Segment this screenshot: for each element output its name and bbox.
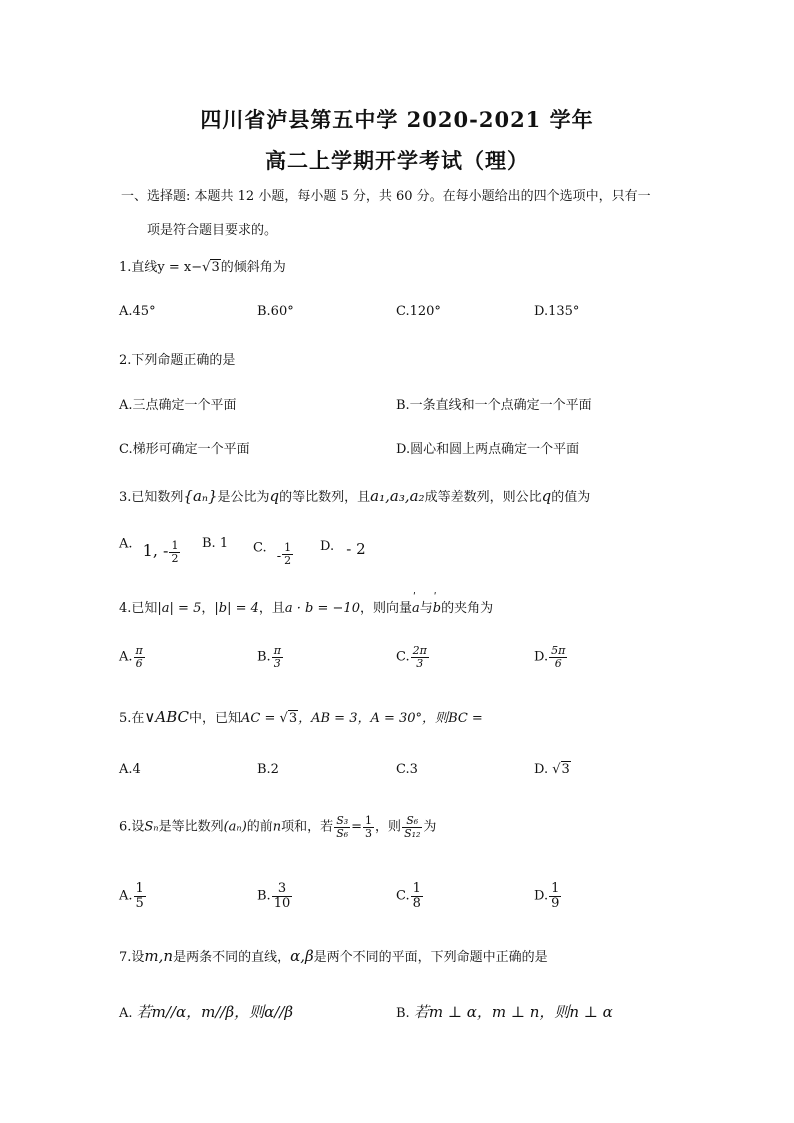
q3-option-a[interactable] bbox=[119, 532, 181, 565]
q4-b-magnitude: |b| = 4 bbox=[214, 601, 259, 616]
q3-option-c-label: C. bbox=[253, 540, 267, 556]
question-2-stem: 2.下列命题正确的是 bbox=[119, 353, 236, 368]
q4-b-den: 3 bbox=[273, 656, 281, 670]
q6-a-fraction bbox=[134, 882, 146, 910]
q3-option-a-value: 1, - bbox=[142, 540, 169, 560]
q4-b-fraction bbox=[272, 645, 283, 669]
q5-ac-radicand: 3 bbox=[288, 711, 298, 726]
q6-text-2: 的前 bbox=[246, 819, 273, 835]
q5-option-a[interactable]: A.4 bbox=[119, 762, 141, 777]
q3-text-2: 的等比数列，且 bbox=[279, 490, 371, 505]
q5-text-1: 中，已知 bbox=[189, 711, 242, 726]
q6-c-label: C. bbox=[396, 888, 410, 904]
q6-a-num: 1 bbox=[135, 881, 144, 896]
q3-option-d[interactable] bbox=[320, 536, 366, 558]
title-line-1: 四川省泸县第五中学 2020-2021 学年 bbox=[200, 107, 594, 132]
q6-b-num: 3 bbox=[272, 882, 293, 897]
q6-fraction-2 bbox=[363, 815, 374, 839]
q7-suffix: 是两个不同的平面，下列命题中正确的是 bbox=[313, 950, 548, 965]
q3-option-d-label: D. bbox=[320, 539, 335, 554]
q1-radicand: 3 bbox=[211, 260, 220, 275]
q7-text-1: 是两条不同的直线， bbox=[173, 950, 291, 965]
q6-n: n bbox=[272, 819, 282, 835]
q4-d-num: 5π bbox=[551, 644, 566, 657]
q6-d-num: 1 bbox=[551, 881, 560, 896]
q7-b-text: 若m ⊥ α，m ⊥ n，则n ⊥ α bbox=[413, 1003, 613, 1021]
q4-a-num: π bbox=[135, 644, 143, 657]
q6-fraction-3 bbox=[402, 815, 422, 839]
q2-option-d[interactable]: D.圆心和圆上两点确定一个平面 bbox=[396, 442, 580, 457]
q4-d-fraction bbox=[549, 645, 567, 669]
section-instructions bbox=[121, 180, 681, 248]
q7-a-text: 若m//α，m//β，则α//β bbox=[136, 1003, 294, 1021]
q3-ratio-symbol: q bbox=[269, 487, 280, 505]
q7-planes: α,β bbox=[290, 947, 314, 965]
q4-a-den: 6 bbox=[135, 656, 143, 670]
q3-text-1: 是公比为 bbox=[217, 490, 270, 505]
q6-sn: Sₙ bbox=[144, 819, 159, 835]
q6-equals: = bbox=[351, 819, 363, 835]
q4-option-a[interactable] bbox=[119, 645, 146, 669]
q3-option-a-label: A. bbox=[119, 536, 133, 552]
q4-separator: ， bbox=[201, 601, 215, 616]
q6-f1-den: S₆ bbox=[336, 826, 349, 840]
q3-text-3: 成等差数列，则公比 bbox=[424, 490, 542, 505]
q5-option-b[interactable]: B.2 bbox=[257, 762, 279, 777]
q3-a-den: 2 bbox=[171, 551, 179, 565]
section-line-1: 一、选择题: 本题共 12 小题，每小题 5 分，共 60 分。在每小题给出的四个选项中，只有一 bbox=[121, 189, 651, 204]
q4-b-label: B. bbox=[257, 649, 271, 665]
q4-option-b[interactable] bbox=[257, 645, 284, 669]
q6-a-den: 5 bbox=[135, 895, 144, 911]
q6-a-label: A. bbox=[119, 888, 133, 904]
q2-option-c[interactable]: C.梯形可确定一个平面 bbox=[119, 442, 250, 457]
q4-vector-b: ʹ b bbox=[433, 601, 441, 616]
q3-terms: a₁,a₃,a₂ bbox=[370, 487, 425, 505]
q4-text-2: ，则向量 bbox=[359, 601, 412, 616]
q5-option-c[interactable]: C.3 bbox=[396, 762, 418, 777]
q6-option-b[interactable] bbox=[257, 882, 293, 910]
q4-d-den: 6 bbox=[554, 656, 562, 670]
question-6-stem bbox=[119, 815, 436, 839]
q3-option-a-fraction bbox=[169, 540, 180, 564]
q1-option-d[interactable]: D.135° bbox=[534, 304, 580, 319]
q6-b-den: 10 bbox=[273, 895, 291, 911]
q4-a-label: A. bbox=[119, 649, 133, 665]
q5-d-sqrt: √3 bbox=[548, 762, 570, 777]
q5-triangle: ∨ABC bbox=[144, 708, 189, 726]
question-7-stem bbox=[119, 946, 548, 965]
q4-prefix: 4.已知 bbox=[119, 601, 158, 616]
q6-b-label: B. bbox=[257, 888, 271, 904]
q5-ac: AC = bbox=[241, 711, 276, 726]
section-line-2: 项是符合题目要求的。 bbox=[147, 223, 278, 238]
q5-d-label: D. bbox=[534, 762, 549, 777]
q7-prefix: 7.设 bbox=[119, 950, 145, 965]
title-line-2: 高二上学期开学考试（理） bbox=[265, 148, 529, 173]
q6-d-fraction bbox=[549, 882, 561, 910]
q4-dot-product: a · b = −10 bbox=[284, 601, 360, 616]
q5-d-radicand: 3 bbox=[561, 762, 570, 777]
q3-option-c-fraction bbox=[282, 542, 293, 566]
q4-option-d[interactable] bbox=[534, 645, 568, 669]
q6-b-fraction bbox=[272, 882, 293, 910]
q5-prefix: 5.在 bbox=[119, 711, 145, 726]
q1-suffix: 的倾斜角为 bbox=[220, 260, 286, 275]
q6-text-3: 项和，若 bbox=[281, 819, 334, 835]
q4-b-num: π bbox=[273, 644, 281, 657]
question-1-stem bbox=[119, 256, 286, 275]
question-4-stem bbox=[119, 597, 493, 616]
q6-option-d[interactable] bbox=[534, 882, 562, 910]
q1-expr: y = x− bbox=[157, 260, 203, 275]
q4-d-label: D. bbox=[534, 649, 549, 665]
q3-c-den: 2 bbox=[284, 553, 292, 567]
q4-a-magnitude: |a| = 5 bbox=[157, 601, 202, 616]
q5-bc: BC = bbox=[448, 711, 483, 726]
q1-prefix: 1.直线 bbox=[119, 260, 158, 275]
q6-suffix: 为 bbox=[423, 819, 437, 835]
q4-with: 与 bbox=[419, 601, 433, 616]
q4-c-fraction bbox=[411, 645, 429, 669]
q6-f3-den: S₁₂ bbox=[404, 826, 421, 840]
q3-option-d-value: - 2 bbox=[346, 540, 366, 558]
q1-option-c[interactable]: C.120° bbox=[396, 304, 441, 319]
q6-c-num: 1 bbox=[412, 881, 421, 896]
question-5-stem bbox=[119, 707, 483, 726]
q7-option-b[interactable] bbox=[396, 1001, 613, 1022]
q6-f2-num: 1 bbox=[365, 814, 373, 827]
q3-a-num: 1 bbox=[171, 539, 179, 552]
q7-a-label: A. bbox=[119, 1006, 133, 1021]
q1-sqrt: √3 bbox=[202, 260, 220, 275]
q6-fraction-1 bbox=[334, 815, 350, 839]
q4-c-num: 2π bbox=[412, 644, 427, 657]
q3-option-b[interactable]: B. 1 bbox=[202, 536, 229, 551]
q6-c-fraction bbox=[411, 882, 423, 910]
q4-option-c[interactable] bbox=[396, 645, 430, 669]
q7-b-label: B. bbox=[396, 1006, 410, 1021]
q6-f2-den: 3 bbox=[365, 826, 373, 840]
q3-prefix: 3.已知数列 bbox=[119, 490, 184, 505]
q2-option-a[interactable]: A.三点确定一个平面 bbox=[119, 398, 237, 413]
q6-prefix: 6.设 bbox=[119, 819, 145, 835]
q3-c-num: 1 bbox=[284, 541, 292, 554]
q6-c-den: 8 bbox=[412, 895, 421, 911]
q6-f1-num: S₃ bbox=[336, 814, 349, 827]
question-3-stem bbox=[119, 486, 590, 505]
q2-option-b[interactable]: B.一条直线和一个点确定一个平面 bbox=[396, 398, 592, 413]
q4-c-den: 3 bbox=[416, 656, 424, 670]
q4-suffix: 的夹角为 bbox=[441, 601, 494, 616]
q6-d-label: D. bbox=[534, 888, 549, 904]
q6-option-c[interactable] bbox=[396, 882, 424, 910]
q6-sequence: (aₙ) bbox=[223, 819, 247, 835]
q5-sqrt: √3 bbox=[275, 711, 298, 726]
q5-option-d[interactable] bbox=[534, 762, 571, 777]
q3-option-c-value: - bbox=[276, 548, 282, 564]
q3-option-c[interactable] bbox=[253, 536, 294, 567]
q3-sequence: {aₙ} bbox=[183, 487, 218, 505]
q6-text-1: 是等比数列 bbox=[158, 819, 224, 835]
q7-lines: m,n bbox=[144, 947, 174, 965]
q3-suffix: 的值为 bbox=[551, 490, 591, 505]
q4-text-1: ，且 bbox=[258, 601, 285, 616]
q6-d-den: 9 bbox=[551, 895, 560, 911]
q4-vector-a: ʹ a bbox=[412, 601, 420, 616]
q3-ratio-symbol-2: q bbox=[541, 487, 552, 505]
q4-c-label: C. bbox=[396, 649, 410, 665]
q7-option-a[interactable] bbox=[119, 1001, 293, 1022]
q1-option-b[interactable]: B.60° bbox=[257, 304, 294, 319]
q6-f3-num: S₆ bbox=[402, 815, 422, 828]
q6-option-a[interactable] bbox=[119, 882, 147, 910]
q6-text-4: ，则 bbox=[375, 819, 402, 835]
q5-given: ，AB = 3，A = 30°，则 bbox=[298, 711, 449, 726]
q4-a-fraction bbox=[134, 645, 145, 669]
q1-option-a[interactable]: A.45° bbox=[119, 304, 156, 319]
